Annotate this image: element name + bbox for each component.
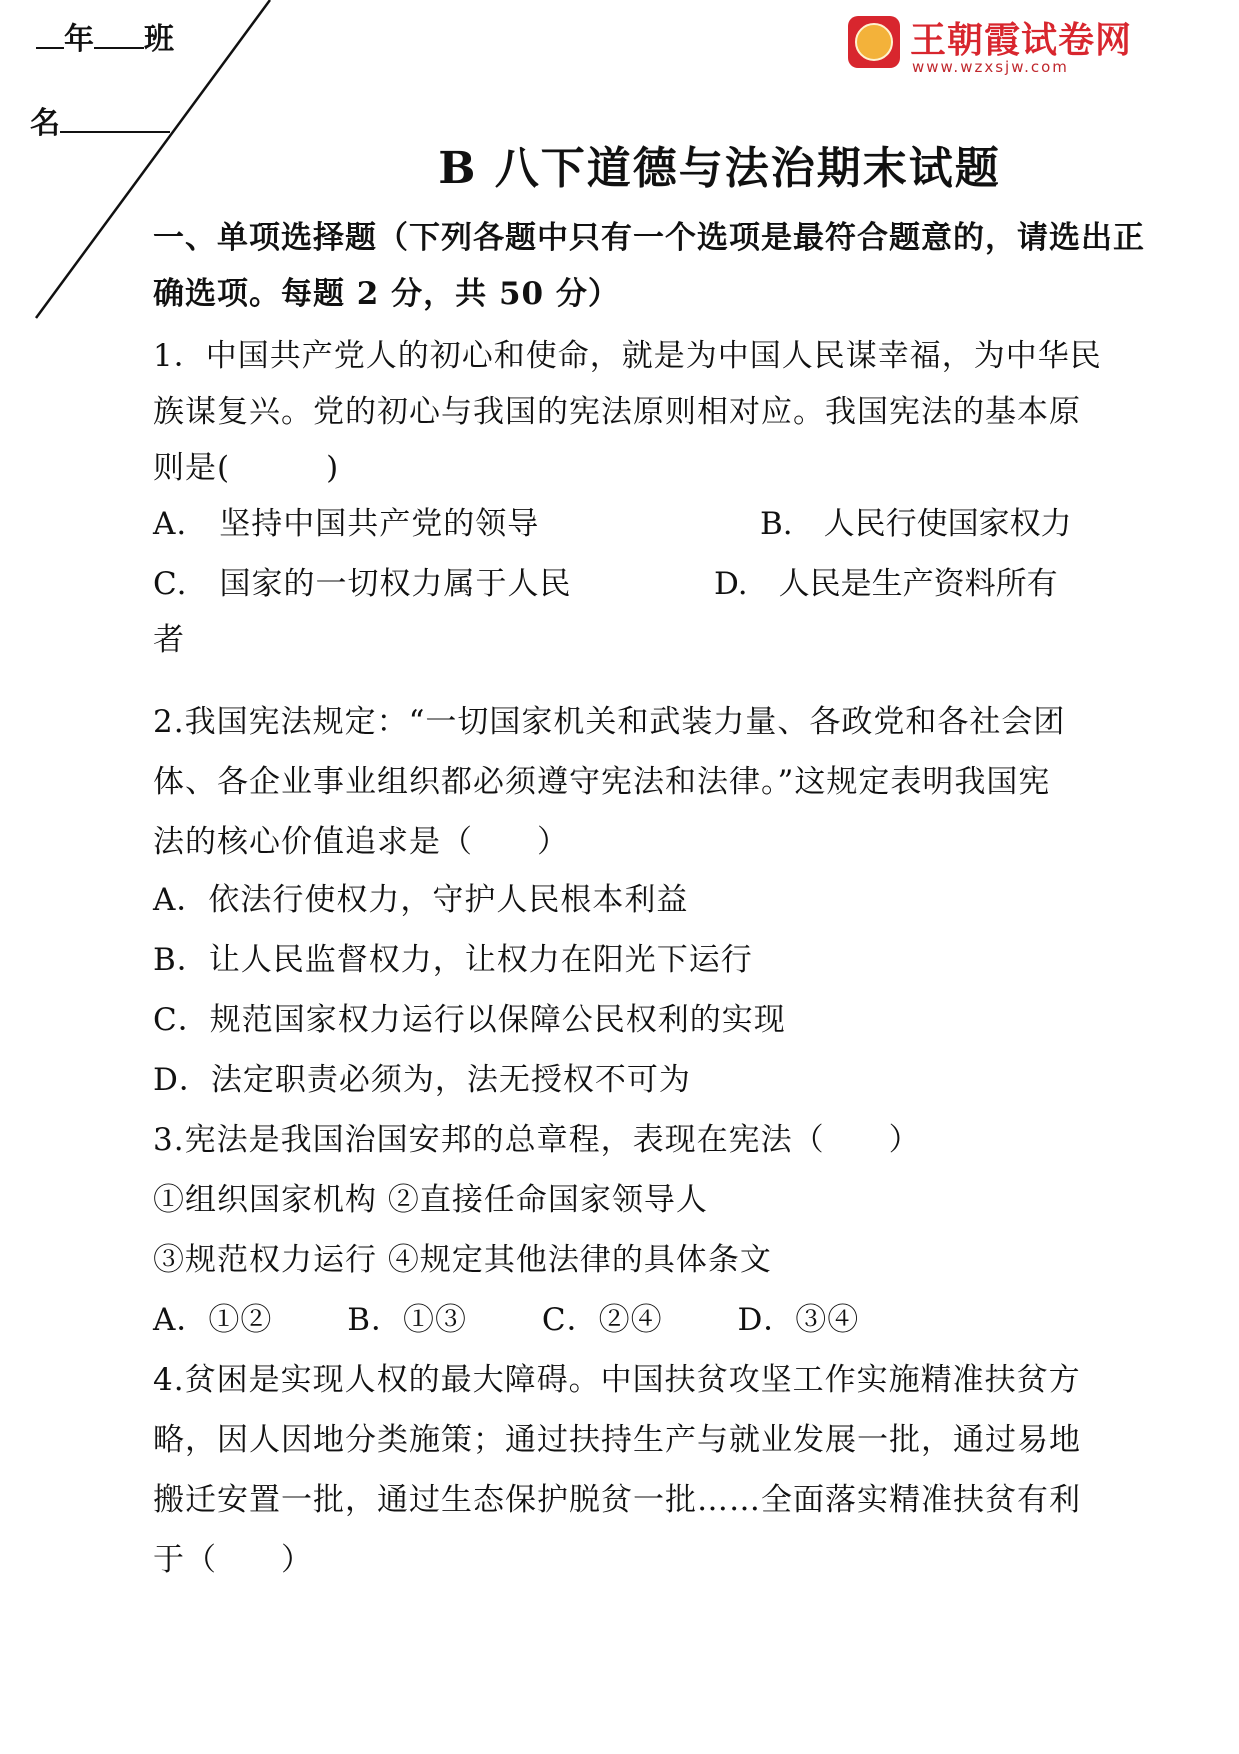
logo-url: www.wzxsjw.com: [912, 58, 1069, 76]
q2-option-b: B．让人民监督权力，让权力在阳光下运行: [153, 942, 753, 978]
q1-option-b: B. 人民行使国家权力: [760, 506, 1072, 542]
section-heading-line1: 一、单项选择题（下列各题中只有一个选项是最符合题意的，请选出正: [153, 220, 1145, 256]
q1-option-d: D. 人民是生产资料所有: [714, 566, 1058, 602]
name-label: 名: [30, 106, 60, 141]
q4-line2: 略，因人因地分类施策；通过扶持生产与就业发展一批，通过易地: [153, 1422, 1081, 1458]
q3-line2: ①组织国家机构 ②直接任命国家领导人: [153, 1182, 708, 1218]
q2-line2: 体、各企业事业组织都必须遵守宪法和法律。”这规定表明我国宪: [153, 764, 1051, 800]
q1-option-c: C. 国家的一切权力属于人民: [153, 566, 572, 602]
q2-option-d: D．法定职责必须为，法无授权不可为: [153, 1062, 691, 1098]
q3-options: A．①② B．①③ C．②④ D．③④: [153, 1302, 860, 1338]
q4-line4: 于（ ）: [153, 1542, 313, 1578]
section-heading-line2: 确选项。每题 2 分，共 50 分）: [153, 276, 620, 312]
q1-line1: 1．中国共产党人的初心和使命，就是为中国人民谋幸福，为中华民: [153, 338, 1102, 374]
q1-option-a: A. 坚持中国共产党的领导: [153, 506, 540, 542]
year-class-field: [36, 14, 174, 58]
q1-line2: 族谋复兴。党的初心与我国的宪法原则相对应。我国宪法的基本原: [153, 394, 1081, 430]
q3-line3: ③规范权力运行 ④规定其他法律的具体条文: [153, 1242, 772, 1278]
q2-line3: 法的核心价值追求是（ ）: [153, 824, 569, 860]
q1-line3: 则是( ): [153, 450, 340, 486]
exam-title: B 八下道德与法治期末试题: [438, 143, 1001, 194]
q2-option-c: C．规范国家权力运行以保障公民权利的实现: [153, 1002, 786, 1038]
q3-line1: 3.宪法是我国治国安邦的总章程，表现在宪法（ ）: [153, 1122, 921, 1158]
q4-line1: 4.贫困是实现人权的最大障碍。中国扶贫攻坚工作实施精准扶贫方: [153, 1362, 1081, 1398]
seal-icon: [848, 16, 900, 68]
q4-line3: 搬迁安置一批，通过生态保护脱贫一批……全面落实精准扶贫有利: [153, 1482, 1081, 1518]
year-label: 年: [64, 22, 94, 57]
q2-line1: 2.我国宪法规定：“一切国家机关和武装力量、各政党和各社会团: [153, 704, 1066, 740]
q2-option-a: A．依法行使权力，守护人民根本利益: [153, 882, 689, 918]
site-logo: [848, 12, 1148, 82]
q1-option-d-continued: 者: [153, 622, 185, 658]
class-label: 班: [144, 22, 174, 57]
logo-title: 王朝霞试卷网: [910, 20, 1133, 61]
